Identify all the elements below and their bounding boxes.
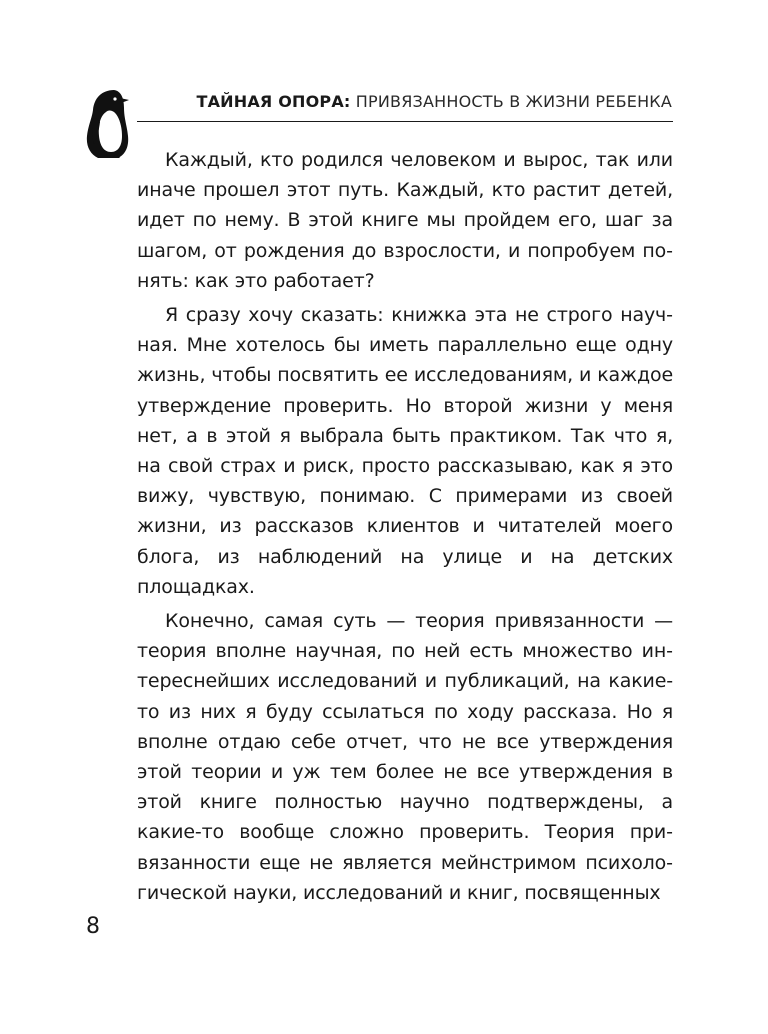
- page-number: 8: [86, 914, 100, 939]
- paragraph-3: Конечно, самая суть — теория привязанности — теория вполне научная, по ней есть множество интереснейших исследований и публикаций, на какие-то из них я буду ссылаться по ходу рассказа. Но я вполне отдаю себе отчет, что не все утверждения этой теории и уж тем более не все утверждения в этой книге полностью научно подтверждены, а какие-то вообще сложно проверить. Теория привязанности еще не является мейнстримом психологической науки, исследований и книг, посвященных: [137, 610, 673, 904]
- header-title-rest: ПРИВЯЗАННОСТЬ В ЖИЗНИ РЕБЕНКА: [350, 92, 672, 111]
- penguin-icon: [84, 88, 130, 160]
- running-header: [140, 92, 672, 112]
- body-text: [137, 145, 673, 912]
- paragraph-1: Каждый, кто родился человеком и вырос, так или иначе прошел этот путь. Каждый, кто растит детей, идет по нему. В этой книге мы пройдем его, шаг за шагом, от рождения до взрослости, и попробуем понять: как это работает?: [137, 149, 673, 292]
- paragraph-2: Я сразу хочу сказать: книжка эта не строго научная. Мне хотелось бы иметь параллельно еще одну жизнь, чтобы посвятить ее исследованиям, и каждое утверждение проверить. Но второй жизни у меня нет, а в этой я выбрала быть практиком. Так что я, на свой страх и риск, просто рассказываю, как я это вижу, чувствую, понимаю. С примерами из своей жизни, из рассказов клиентов и читателей моего блога, из наблюдений на улице и на детских площадках.: [137, 304, 673, 598]
- header-title-bold: ТАЙНАЯ ОПОРА:: [196, 92, 351, 111]
- header-divider: [137, 121, 673, 122]
